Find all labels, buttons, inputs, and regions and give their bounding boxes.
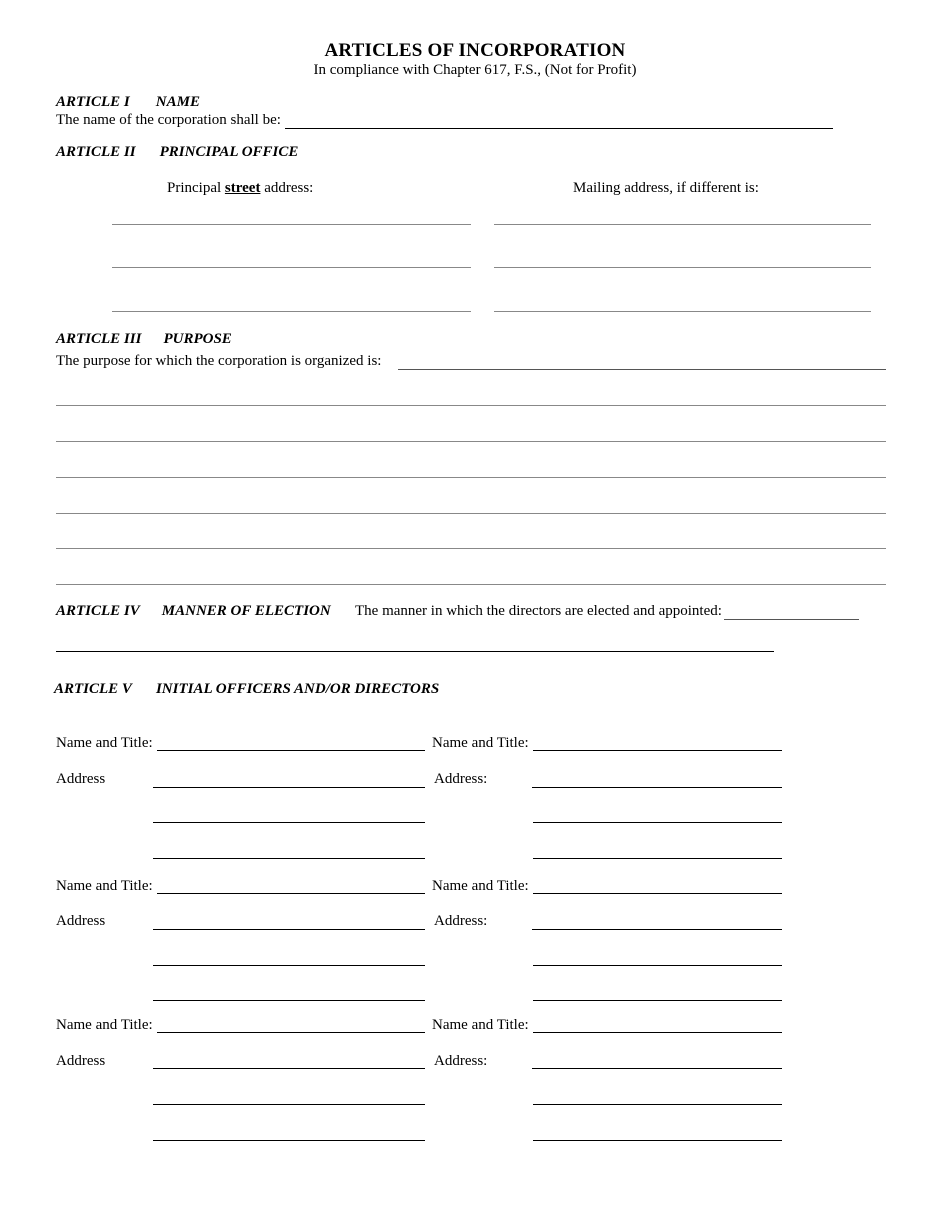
officer-3-address-line-3[interactable]	[153, 1000, 425, 1001]
officer-2-address-line-1[interactable]	[532, 787, 782, 788]
officer-6-address-label: Address:	[434, 1053, 488, 1069]
article-2-number: ARTICLE II	[56, 144, 136, 160]
article-2-heading	[56, 144, 298, 161]
purpose-line-0[interactable]	[398, 369, 886, 370]
officer-6-address-line-3[interactable]	[533, 1140, 782, 1141]
election-manner-line-0[interactable]	[724, 619, 859, 620]
article-4-heading	[56, 603, 345, 620]
officer-5-name-title-label: Name and Title:	[56, 1017, 153, 1033]
article-4-title: MANNER OF ELECTION	[161, 603, 331, 619]
purpose-line-6[interactable]	[56, 584, 886, 585]
mailing-address-line-2[interactable]	[494, 267, 871, 268]
article-5-heading	[54, 681, 439, 698]
article-3-heading	[56, 331, 232, 348]
officer-3-name-title-field[interactable]	[157, 893, 425, 894]
purpose-line-3[interactable]	[56, 477, 886, 478]
officer-2-name-title-field[interactable]	[533, 750, 782, 751]
article-1-prompt: The name of the corporation shall be:	[56, 112, 281, 128]
officer-4-address-line-3[interactable]	[533, 1000, 782, 1001]
page-subtitle: In compliance with Chapter 617, F.S., (Not for Profit)	[313, 62, 637, 78]
article-3-title: PURPOSE	[163, 331, 232, 347]
officer-1-address-line-3[interactable]	[153, 858, 425, 859]
street-address-label: Principal street address:	[167, 180, 314, 196]
officer-6-name-title-field[interactable]	[533, 1032, 782, 1033]
officer-6-address-line-2[interactable]	[533, 1104, 782, 1105]
officer-3-name-title-label: Name and Title:	[56, 878, 153, 894]
officer-2-address-line-2[interactable]	[533, 822, 782, 823]
officer-4-address-line-2[interactable]	[533, 965, 782, 966]
election-manner-line-1[interactable]	[56, 651, 774, 652]
officer-4-name-title-label: Name and Title:	[432, 878, 529, 894]
officer-5-address-line-2[interactable]	[153, 1104, 425, 1105]
mailing-address-line-1[interactable]	[494, 224, 871, 225]
officer-1-address-line-1[interactable]	[153, 787, 425, 788]
mailing-address-line-3[interactable]	[494, 311, 871, 312]
mailing-address-label: Mailing address, if different is:	[573, 180, 759, 196]
officer-2-address-line-3[interactable]	[533, 858, 782, 859]
officer-1-name-title-label: Name and Title:	[56, 735, 153, 751]
officer-2-address-label: Address:	[434, 771, 488, 787]
page-title: ARTICLES OF INCORPORATION	[324, 40, 626, 61]
article-5-title: INITIAL OFFICERS AND/OR DIRECTORS	[155, 681, 440, 697]
officer-1-address-line-2[interactable]	[153, 822, 425, 823]
officer-6-address-line-1[interactable]	[532, 1068, 782, 1069]
purpose-line-5[interactable]	[56, 548, 886, 549]
article-4-prompt: The manner in which the directors are elected and appointed:	[355, 603, 722, 619]
article-2-title: PRINCIPAL OFFICE	[159, 144, 299, 160]
article-1-heading	[56, 94, 200, 111]
officer-3-address-line-1[interactable]	[153, 929, 425, 930]
officer-1-address-label: Address	[56, 771, 106, 787]
article-1-title: NAME	[155, 94, 200, 110]
officer-5-address-line-1[interactable]	[153, 1068, 425, 1069]
street-address-line-3[interactable]	[112, 311, 471, 312]
officer-3-address-line-2[interactable]	[153, 965, 425, 966]
article-3-number: ARTICLE III	[56, 331, 142, 347]
purpose-line-2[interactable]	[56, 441, 886, 442]
officer-4-name-title-field[interactable]	[533, 893, 782, 894]
article-3-prompt: The purpose for which the corporation is organized is:	[56, 353, 382, 369]
street-address-line-1[interactable]	[112, 224, 471, 225]
article-1-number: ARTICLE I	[56, 94, 130, 110]
street-address-line-2[interactable]	[112, 267, 471, 268]
article-4-number: ARTICLE IV	[56, 603, 140, 619]
officer-4-address-label: Address:	[434, 913, 488, 929]
officer-5-name-title-field[interactable]	[157, 1032, 425, 1033]
officer-3-address-label: Address	[56, 913, 106, 929]
officer-6-name-title-label: Name and Title:	[432, 1017, 529, 1033]
purpose-line-4[interactable]	[56, 513, 886, 514]
purpose-line-1[interactable]	[56, 405, 886, 406]
officer-2-name-title-label: Name and Title:	[432, 735, 529, 751]
corporation-name-field[interactable]	[285, 128, 833, 129]
officer-5-address-line-3[interactable]	[153, 1140, 425, 1141]
officer-1-name-title-field[interactable]	[157, 750, 425, 751]
article-5-number: ARTICLE V	[54, 681, 132, 697]
officer-4-address-line-1[interactable]	[532, 929, 782, 930]
officer-5-address-label: Address	[56, 1053, 106, 1069]
